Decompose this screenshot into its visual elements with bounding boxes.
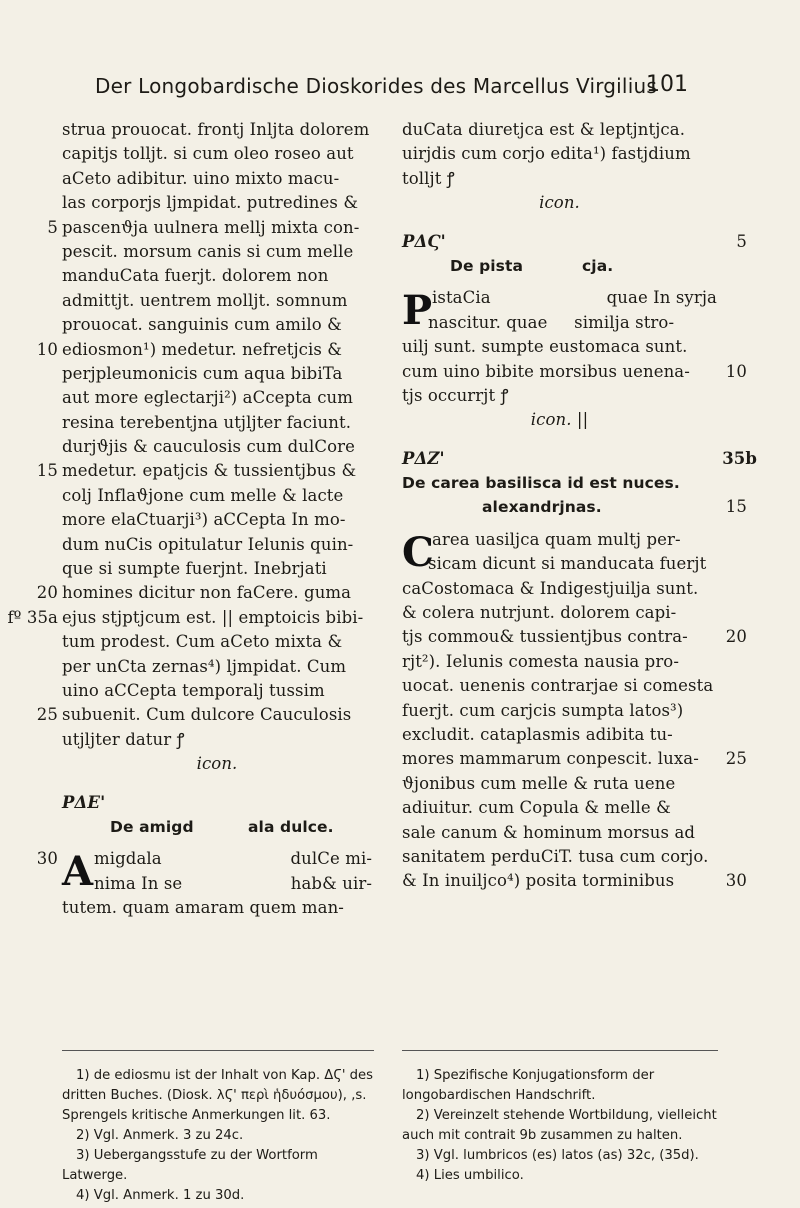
- right-column: [402, 118, 757, 894]
- text-line: las corporjs ljmpidat. putredines &: [62, 193, 359, 213]
- line-number: 25: [36, 705, 58, 725]
- initial-letter: P: [402, 287, 433, 335]
- text-line: uilj sunt. sumpte eustomaca sunt.: [402, 337, 688, 357]
- line-number: 30: [36, 849, 58, 869]
- text-line: more elaCtuarji³) aCCepta In mo-: [62, 510, 346, 530]
- footnotes-left: [62, 1066, 374, 1206]
- line-number: 10: [36, 339, 58, 359]
- text-line: 30 A migdala dulCe mi-: [62, 847, 372, 871]
- chapter-label: PΔZ' 35b: [402, 447, 717, 471]
- text-line: 5 pascenϑja uulnera mellj mixta con-: [62, 216, 372, 240]
- line-number: 10: [725, 361, 747, 381]
- text-line: excludit. cataplasmis adibita tu-: [402, 724, 673, 744]
- text-line: resina terebentjna utjljter faciunt.: [62, 412, 352, 432]
- chapter-heading: [62, 815, 372, 839]
- page-number: 101: [646, 72, 688, 97]
- chapter-heading: [402, 471, 717, 495]
- text-line: tum prodest. Cum aCeto mixta &: [62, 632, 343, 652]
- icon-label: icon. ||: [530, 410, 589, 430]
- text-line: P istaCia quae In syrja: [402, 287, 717, 335]
- text-line: que si sumpte fuerjnt. Inebrjati: [62, 559, 327, 579]
- text-line: per unCta zernas⁴) ljmpidat. Cum: [62, 656, 347, 676]
- line-number: 20: [36, 583, 58, 603]
- heading-part: cja.: [582, 256, 614, 275]
- text-line: mores mammarum conpescit. luxa- 25: [402, 747, 717, 771]
- footnote: 2) Vgl. Anmerk. 3 zu 24c.: [76, 1128, 244, 1143]
- text-line: perjpleumonicis cum aqua bibiTa: [62, 363, 343, 383]
- footnote: 2) Vereinzelt stehende Wortbildung, vielleicht auch mit contrait 9b zusammen zu halten.: [402, 1108, 717, 1143]
- text-line: C area uasiljca quam multj per-: [402, 528, 681, 576]
- footnote: 1) Spezifische Konjugationsform der longobardischen Handschrift.: [402, 1068, 655, 1103]
- text-line: strua prouocat. frontj Inljta dolorem: [62, 120, 370, 139]
- initial-letter: A: [62, 848, 94, 896]
- text-line: tolljt ꝭ: [402, 168, 455, 188]
- chapter-heading: [402, 495, 747, 519]
- text-line: rjt²). Ielunis comesta nausia pro-: [402, 651, 680, 671]
- text-line: duCata diuretjca est & leptjntjca.: [402, 120, 686, 139]
- text-line: tutem. quam amaram quem man-: [62, 898, 344, 918]
- text-line: nascitur. quae similja stro-: [428, 312, 675, 332]
- heading-part: De amigd: [110, 817, 194, 836]
- text-line: admittjt. uentrem molljt. somnum: [62, 290, 348, 310]
- text-line: tjs occurrjt ꝭ: [402, 385, 509, 405]
- icon-label: icon.: [196, 754, 238, 774]
- chapter-heading: [402, 254, 717, 278]
- folio-marker: fº 35a: [7, 607, 58, 627]
- text-line: aut more eglectarji²) aCcepta cum: [62, 388, 354, 408]
- text-line: nima In se hab& uir-: [94, 873, 372, 893]
- footnote-rule: [62, 1050, 374, 1051]
- footnote: 1) de ediosmu ist der Inhalt von Kap. ΔϚ' des dritten Buches. (Diosk. λϚ' περὶ ἡδυόσμου), ‚s. Sprengels kritische Anmerkungen lit. 63.: [62, 1068, 374, 1123]
- text-line: colj Inflaϑjone cum melle & lacte: [62, 485, 344, 505]
- footnote: 4) Vgl. Anmerk. 1 zu 30d.: [76, 1188, 245, 1203]
- text-line: manduCata fuerjt. dolorem non: [62, 266, 329, 286]
- text-line: aCeto adibitur. uino mixto macu-: [62, 168, 340, 188]
- text-line: dum nuCis opitulatur Ielunis quin-: [62, 534, 354, 554]
- text-line: uino aCCepta temporalj tussim: [62, 680, 325, 700]
- folio-marker: 35b: [722, 448, 757, 468]
- left-column: [7, 118, 372, 921]
- text-line: 20 homines dicitur non faCere. guma: [62, 581, 372, 605]
- initial-letter: C: [402, 528, 434, 576]
- text-line: sanitatem perduCiT. tusa cum corjo.: [402, 846, 709, 866]
- text-line: 25 subuenit. Cum dulcore Cauculosis: [62, 703, 372, 727]
- text-line: fº 35a ejus stjptjcum est. || emptoicis bibi-: [62, 606, 372, 630]
- text-line: capitjs tolljt. si cum oleo roseo aut: [62, 144, 354, 164]
- chapter-label: PΔϚ' 5: [402, 230, 717, 254]
- heading-part: alexandrjnas.: [482, 498, 602, 517]
- text-line: & colera nutrjunt. dolorem capi-: [402, 603, 677, 623]
- text-line: sicam dicunt si manducata fuerjt: [428, 554, 707, 574]
- line-number: 30: [725, 871, 747, 891]
- text-line: caCostomaca & Indigestjuilja sunt.: [402, 578, 699, 598]
- heading-part: De pista: [450, 256, 524, 275]
- line-number: 20: [725, 627, 747, 647]
- line-number: 15: [725, 497, 747, 517]
- line-number: 15: [36, 461, 58, 481]
- text-line: utjljter datur ꝭ: [62, 729, 185, 749]
- line-number: 5: [47, 217, 58, 237]
- text-line: adiuitur. cum Copula & melle &: [402, 798, 671, 818]
- text-line: prouocat. sanguinis cum amilo &: [62, 315, 342, 335]
- text-line: sale canum & hominum morsus ad: [402, 822, 696, 842]
- text-line: cum uino bibite morsibus uenena- 10: [402, 360, 717, 384]
- text-line: pescit. morsum canis si cum melle: [62, 241, 354, 261]
- line-number: 5: [736, 231, 747, 251]
- text-line: ϑjonibus cum melle & ruta uene: [402, 773, 676, 793]
- footnote: 3) Vgl. lumbricos (es) latos (as) 32c, (35d).: [416, 1148, 699, 1163]
- text-line: 10 ediosmon¹) medetur. nefretjcis &: [62, 338, 372, 362]
- text-line: fuerjt. cum carjcis sumpta latos³): [402, 700, 684, 720]
- heading-part: De carea basilisca id est nuces.: [402, 474, 680, 493]
- line-number: 25: [725, 749, 747, 769]
- icon-label: icon.: [539, 193, 580, 213]
- chapter-label: PΔE': [62, 792, 106, 812]
- text-line: durjϑjis & cauculosis cum dulCore: [62, 437, 356, 457]
- text-line: & In inuiljco⁴) posita torminibus 30: [402, 869, 717, 893]
- footnote: 4) Lies umbilico.: [416, 1168, 524, 1183]
- text-line: uirjdis cum corjo edita¹) fastjdium: [402, 144, 691, 164]
- footnotes-right: [402, 1066, 720, 1186]
- footnote: 3) Uebergangsstufe zu der Wortform Latwerge.: [62, 1148, 318, 1183]
- text-line: uocat. uenenis contrarjae si comesta: [402, 676, 714, 696]
- text-line: tjs commou& tussientjbus contra- 20: [402, 625, 717, 649]
- running-title: Der Longobardische Dioskorides des Marcellus Virgilius: [95, 74, 657, 98]
- footnote-rule: [402, 1050, 718, 1051]
- heading-part: ala dulce.: [248, 817, 334, 836]
- text-line: 15 medetur. epatjcis & tussientjbus &: [62, 459, 372, 483]
